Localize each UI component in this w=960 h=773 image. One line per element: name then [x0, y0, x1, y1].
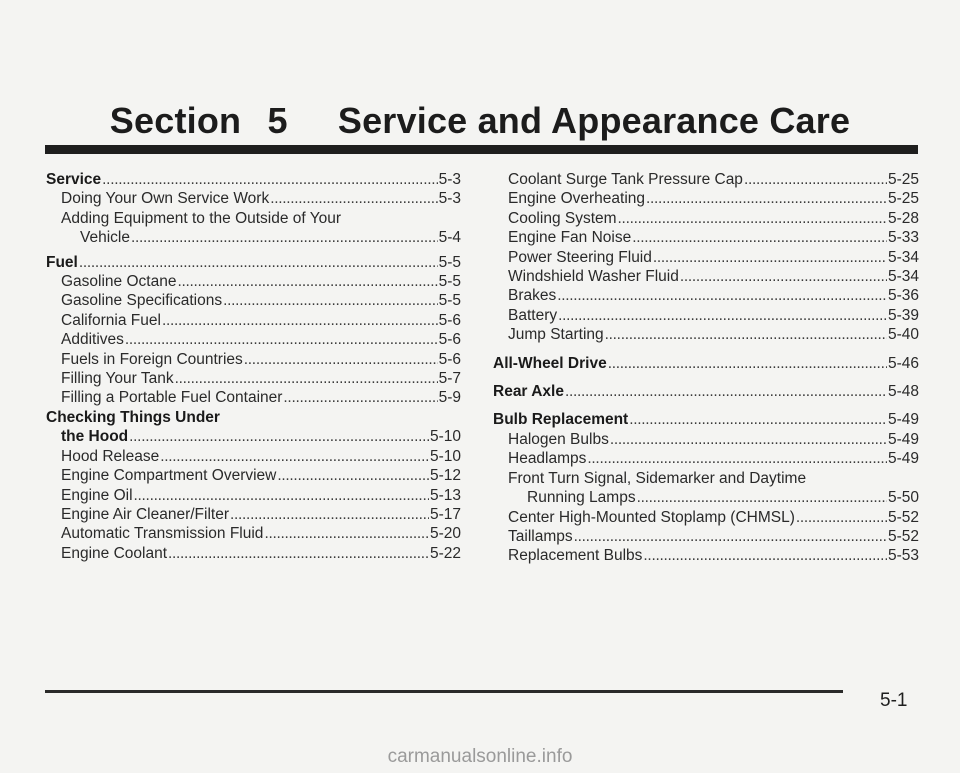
- toc-entry-page: 5-22: [429, 544, 461, 562]
- toc-entry-label: Center High-Mounted Stoplamp (CHMSL): [508, 508, 795, 526]
- section-heading: [0, 100, 960, 142]
- toc-entry: [46, 272, 461, 291]
- toc-entry-page: 5-49: [887, 411, 919, 429]
- toc-entry-page: 5-9: [438, 389, 461, 407]
- toc-entry-label: Service: [46, 171, 102, 188]
- toc-entry-label: Automatic Transmission Fluid: [61, 525, 264, 543]
- toc-entry: [46, 466, 461, 485]
- toc-entry: [46, 447, 461, 466]
- toc-entry-page: 5-40: [887, 326, 919, 344]
- toc-entry: [493, 508, 919, 527]
- leader-dots: [744, 170, 887, 189]
- toc-entry-label: Engine Air Cleaner/Filter: [61, 505, 229, 523]
- toc-entry-label: Running Lamps: [527, 489, 636, 507]
- toc-entry-label: Doing Your Own Service Work: [61, 190, 270, 208]
- toc-entry-page: 5-25: [887, 171, 919, 188]
- toc-entry-line: [493, 469, 919, 488]
- toc-entry: [493, 209, 919, 228]
- toc-entry: [493, 354, 919, 373]
- toc-entry: [46, 486, 461, 505]
- toc-entry: [46, 524, 461, 543]
- leader-dots: [605, 325, 887, 344]
- toc-entry-label: Headlamps: [508, 450, 587, 468]
- leader-dots: [283, 388, 437, 407]
- leader-dots: [230, 505, 429, 524]
- toc-entry-label: Gasoline Specifications: [61, 292, 223, 310]
- leader-dots: [796, 508, 887, 527]
- toc-entry: [46, 427, 461, 446]
- toc-entry: [46, 388, 461, 407]
- toc-entry-label: Bulb Replacement: [493, 411, 629, 429]
- toc-entry: [46, 228, 461, 247]
- toc-entry-page: 5-17: [429, 505, 461, 523]
- leader-dots: [223, 291, 437, 310]
- toc-entry-label: Rear Axle: [493, 383, 564, 401]
- title-rule: [45, 145, 918, 154]
- toc-entry-label: Gasoline Octane: [61, 273, 177, 291]
- toc-entry: [493, 527, 919, 546]
- leader-dots: [160, 447, 429, 466]
- toc-entry-page: 5-49: [887, 450, 919, 468]
- toc-entry-label: Replacement Bulbs: [508, 547, 643, 565]
- toc-entry-label: Filling a Portable Fuel Container: [61, 389, 283, 407]
- toc-entry-label: Checking Things Under: [46, 408, 220, 426]
- toc-entry-label: Taillamps: [508, 527, 573, 545]
- toc-entry-page: 5-34: [887, 268, 919, 286]
- toc-entry: [46, 350, 461, 369]
- leader-dots: [680, 267, 887, 286]
- leader-dots: [244, 350, 438, 369]
- toc-entry-page: 5-6: [438, 350, 461, 368]
- toc-entry: [493, 488, 919, 507]
- page-number: 5-1: [880, 690, 908, 711]
- toc-entry-page: 5-5: [438, 273, 461, 291]
- toc-entry-label: Cooling System: [508, 209, 617, 227]
- toc-entry-label: All-Wheel Drive: [493, 354, 607, 372]
- leader-dots: [608, 354, 887, 373]
- leader-dots: [558, 306, 887, 325]
- toc-entry-page: 5-28: [887, 209, 919, 227]
- leader-dots: [574, 527, 887, 546]
- toc-entry: [46, 189, 461, 208]
- toc-entry-page: 5-6: [438, 311, 461, 329]
- section-number: 5: [267, 100, 288, 141]
- toc-entry: [493, 306, 919, 325]
- leader-dots: [610, 430, 887, 449]
- toc-entry-page: 5-12: [429, 467, 461, 485]
- toc-entry-label: Adding Equipment to the Outside of Your: [61, 209, 342, 227]
- toc-entry-label: Fuels in Foreign Countries: [61, 350, 243, 368]
- leader-dots: [131, 228, 438, 247]
- toc-entry-page: 5-48: [887, 383, 919, 401]
- leader-dots: [102, 170, 437, 189]
- toc-entry-label: Engine Fan Noise: [508, 229, 632, 247]
- leader-dots: [177, 272, 437, 291]
- toc-entry-page: 5-13: [429, 486, 461, 504]
- toc-entry-page: 5-53: [887, 547, 919, 565]
- toc-entry-page: 5-20: [429, 525, 461, 543]
- leader-dots: [125, 330, 438, 349]
- leader-dots: [653, 248, 887, 267]
- toc-entry-label: Engine Oil: [61, 486, 133, 504]
- toc-entry-label: California Fuel: [61, 311, 161, 329]
- toc-left-column: [46, 170, 461, 563]
- toc-entry: [46, 253, 461, 272]
- toc-entry-label: Power Steering Fluid: [508, 248, 652, 266]
- section-label: Section: [109, 100, 242, 141]
- toc-entry-page: 5-52: [887, 527, 919, 545]
- leader-dots: [587, 449, 887, 468]
- toc-entry: [493, 228, 919, 247]
- leader-dots: [557, 286, 887, 305]
- toc-entry-label: Fuel: [46, 253, 78, 271]
- toc-entry: [46, 291, 461, 310]
- toc-right-column: [493, 170, 919, 566]
- toc-entry: [493, 286, 919, 305]
- leader-dots: [129, 427, 429, 446]
- toc-entry-label: Additives: [61, 331, 124, 349]
- toc-entry: [46, 369, 461, 388]
- toc-entry-page: 5-3: [438, 190, 461, 208]
- toc-entry-page: 5-50: [887, 489, 919, 507]
- toc-entry-label: Jump Starting: [508, 326, 604, 344]
- toc-entry-label: Halogen Bulbs: [508, 430, 609, 448]
- toc-entry: [493, 430, 919, 449]
- toc-entry: [493, 325, 919, 344]
- toc-entry-line: [46, 408, 461, 427]
- leader-dots: [565, 382, 887, 401]
- toc-entry-label: Engine Coolant: [61, 544, 167, 562]
- leader-dots: [637, 488, 887, 507]
- toc-entry-page: 5-25: [887, 190, 919, 208]
- leader-dots: [264, 524, 429, 543]
- leader-dots: [277, 466, 429, 485]
- toc-entry-page: 5-36: [887, 287, 919, 305]
- leader-dots: [168, 544, 429, 563]
- toc-entry-label: Engine Compartment Overview: [61, 467, 277, 485]
- toc-entry-page: 5-7: [438, 370, 461, 388]
- toc-entry-label: Engine Overheating: [508, 190, 646, 208]
- toc-entry: [46, 505, 461, 524]
- leader-dots: [175, 369, 438, 388]
- toc-entry-page: 5-39: [887, 306, 919, 324]
- toc-entry: [493, 382, 919, 401]
- leader-dots: [646, 189, 887, 208]
- toc-entry-line: [46, 209, 461, 228]
- leader-dots: [629, 410, 887, 429]
- section-title: Service and Appearance Care: [337, 100, 851, 141]
- toc-entry: [493, 267, 919, 286]
- leader-dots: [79, 253, 438, 272]
- leader-dots: [632, 228, 887, 247]
- leader-dots: [618, 209, 887, 228]
- toc-entry: [46, 544, 461, 563]
- toc-entry-page: 5-10: [429, 428, 461, 446]
- toc-entry-page: 5-5: [438, 292, 461, 310]
- toc-entry: [46, 311, 461, 330]
- leader-dots: [134, 486, 429, 505]
- leader-dots: [643, 546, 887, 565]
- toc-entry-label: Hood Release: [61, 447, 160, 465]
- toc-entry-page: 5-3: [438, 171, 461, 188]
- toc-entry: [493, 410, 919, 429]
- toc-entry-page: 5-4: [438, 229, 461, 247]
- toc-entry: [493, 248, 919, 267]
- leader-dots: [270, 189, 437, 208]
- toc-entry-page: 5-49: [887, 430, 919, 448]
- toc-entry: [46, 330, 461, 349]
- toc-entry-label: Filling Your Tank: [61, 370, 174, 388]
- toc-entry-label: Front Turn Signal, Sidemarker and Daytime: [508, 469, 807, 487]
- toc-entry-page: 5-5: [438, 253, 461, 271]
- watermark: carmanualsonline.info: [387, 746, 573, 767]
- toc-entry: [493, 546, 919, 565]
- toc-entry-page: 5-34: [887, 248, 919, 266]
- toc-entry-label: Brakes: [508, 287, 557, 305]
- footer-rule: [45, 690, 843, 693]
- leader-dots: [162, 311, 438, 330]
- toc-entry: [493, 189, 919, 208]
- toc-entry-page: 5-33: [887, 229, 919, 247]
- toc-entry: [493, 449, 919, 468]
- toc-entry-page: 5-10: [429, 447, 461, 465]
- toc-entry: [46, 170, 461, 189]
- toc-entry-label: the Hood: [61, 428, 129, 446]
- toc-entry: [493, 170, 919, 189]
- toc-entry-label: Vehicle: [80, 229, 130, 247]
- toc-entry-page: 5-46: [887, 354, 919, 372]
- toc-entry-page: 5-52: [887, 508, 919, 526]
- toc-entry-label: Coolant Surge Tank Pressure Cap: [508, 171, 743, 188]
- toc-entry-label: Windshield Washer Fluid: [508, 268, 679, 286]
- toc-entry-label: Battery: [508, 306, 558, 324]
- toc-entry-page: 5-6: [438, 331, 461, 349]
